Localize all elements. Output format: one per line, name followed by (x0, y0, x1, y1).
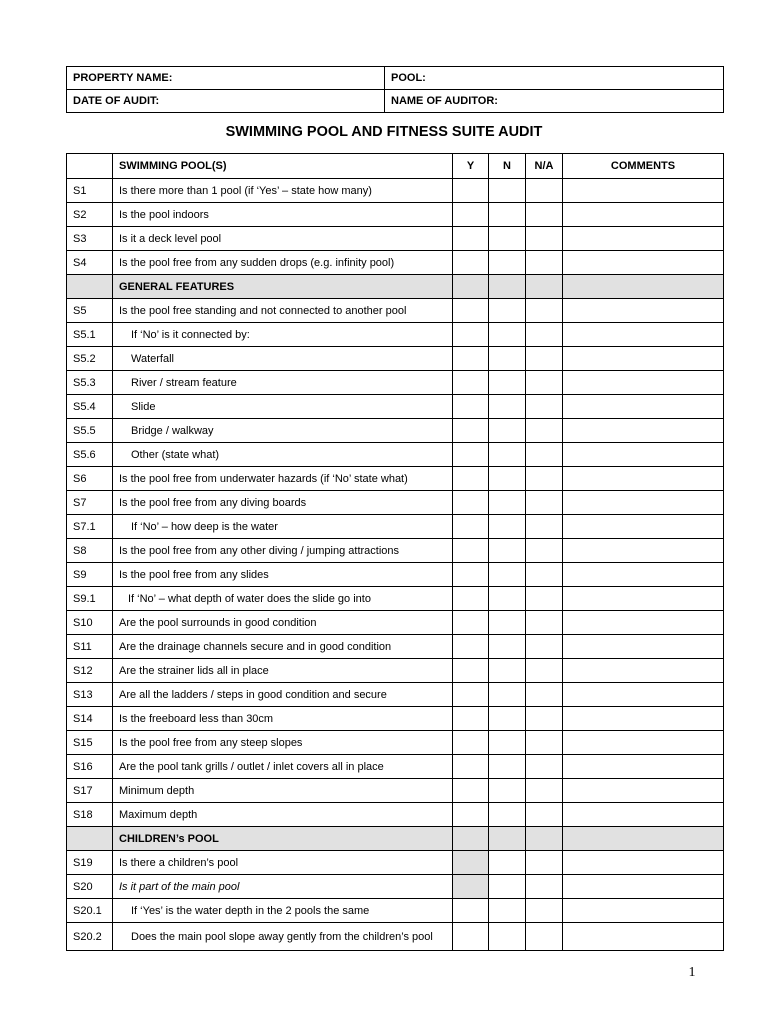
no-cell[interactable] (489, 611, 526, 635)
no-cell[interactable] (489, 323, 526, 347)
na-cell[interactable] (526, 851, 563, 875)
item-question: If ‘No’ – what depth of water does the slide go into (113, 587, 453, 611)
table-row (67, 491, 724, 515)
comments-cell[interactable] (563, 587, 724, 611)
comments-cell[interactable] (563, 227, 724, 251)
audit-checklist-table (66, 153, 724, 951)
page-title: SWIMMING POOL AND FITNESS SUITE AUDIT (225, 124, 543, 140)
item-code (67, 827, 113, 851)
table-row (67, 875, 724, 899)
item-code: S10 (67, 611, 113, 635)
no-cell (489, 275, 526, 299)
comments-cell[interactable] (563, 539, 724, 563)
item-question: Is there more than 1 pool (if ‘Yes’ – state how many) (113, 179, 453, 203)
na-cell[interactable] (526, 635, 563, 659)
comments-cell[interactable] (563, 563, 724, 587)
item-code: S6 (67, 467, 113, 491)
na-cell[interactable] (526, 875, 563, 899)
yes-cell[interactable] (453, 899, 489, 923)
item-code: S8 (67, 539, 113, 563)
item-code: S5.3 (67, 371, 113, 395)
table-row (67, 899, 724, 923)
item-code: S19 (67, 851, 113, 875)
item-question: Are the pool tank grills / outlet / inlet covers all in place (113, 755, 453, 779)
na-cell[interactable] (526, 467, 563, 491)
item-question: Are the pool surrounds in good condition (113, 611, 453, 635)
item-code: S5.1 (67, 323, 113, 347)
no-cell[interactable] (489, 899, 526, 923)
table-header-row (67, 154, 724, 179)
item-question: Is the pool free from any steep slopes (113, 731, 453, 755)
comments-cell[interactable] (563, 731, 724, 755)
na-cell[interactable] (526, 179, 563, 203)
comments-cell (563, 275, 724, 299)
comments-cell[interactable] (563, 179, 724, 203)
table-row (67, 923, 724, 951)
item-question: If ‘Yes’ is the water depth in the 2 pools the same (113, 899, 453, 923)
yes-cell[interactable] (453, 203, 489, 227)
item-question: Waterfall (113, 347, 453, 371)
comments-cell[interactable] (563, 347, 724, 371)
comments-cell[interactable] (563, 395, 724, 419)
yes-cell[interactable] (453, 875, 489, 899)
na-cell[interactable] (526, 323, 563, 347)
item-question: Is the pool free from underwater hazards (if ‘No’ state what) (113, 467, 453, 491)
comments-cell[interactable] (563, 491, 724, 515)
table-row (67, 779, 724, 803)
section-title: CHILDREN’s POOL (113, 827, 453, 851)
item-question: Are the drainage channels secure and in good condition (113, 635, 453, 659)
code-column-header (67, 154, 113, 179)
no-cell[interactable] (489, 851, 526, 875)
no-cell[interactable] (489, 659, 526, 683)
property-name-field[interactable]: PROPERTY NAME: (67, 67, 385, 90)
item-code: S16 (67, 755, 113, 779)
item-code: S14 (67, 707, 113, 731)
yes-cell[interactable] (453, 467, 489, 491)
yes-column-header: Y (453, 154, 489, 179)
table-row (67, 659, 724, 683)
na-cell[interactable] (526, 347, 563, 371)
yes-cell[interactable] (453, 659, 489, 683)
no-cell[interactable] (489, 563, 526, 587)
no-cell[interactable] (489, 203, 526, 227)
item-question: Slide (113, 395, 453, 419)
no-cell[interactable] (489, 779, 526, 803)
yes-cell[interactable] (453, 779, 489, 803)
item-question: Is it a deck level pool (113, 227, 453, 251)
item-question: Does the main pool slope away gently from the children’s pool (113, 923, 453, 951)
na-cell[interactable] (526, 371, 563, 395)
na-cell[interactable] (526, 491, 563, 515)
section-header: SWIMMING POOL(S) (113, 154, 453, 179)
item-question: Other (state what) (113, 443, 453, 467)
yes-cell[interactable] (453, 731, 489, 755)
na-cell[interactable] (526, 755, 563, 779)
table-row (67, 683, 724, 707)
na-cell[interactable] (526, 539, 563, 563)
na-cell[interactable] (526, 443, 563, 467)
comments-cell[interactable] (563, 371, 724, 395)
comments-cell[interactable] (563, 899, 724, 923)
section-header-row (67, 275, 724, 299)
yes-cell[interactable] (453, 923, 489, 951)
item-code: S20.2 (67, 923, 113, 951)
item-code: S3 (67, 227, 113, 251)
comments-cell[interactable] (563, 923, 724, 951)
comments-column-header: COMMENTS (563, 154, 724, 179)
item-question: Is the pool free standing and not connected to another pool (113, 299, 453, 323)
no-cell[interactable] (489, 923, 526, 951)
na-cell[interactable] (526, 731, 563, 755)
comments-cell[interactable] (563, 467, 724, 491)
yes-cell[interactable] (453, 371, 489, 395)
item-code: S15 (67, 731, 113, 755)
na-cell[interactable] (526, 611, 563, 635)
yes-cell[interactable] (453, 419, 489, 443)
no-cell[interactable] (489, 347, 526, 371)
na-cell[interactable] (526, 251, 563, 275)
item-question: Is the pool free from any sudden drops (e.g. infinity pool) (113, 251, 453, 275)
table-row (67, 419, 724, 443)
table-row (67, 395, 724, 419)
no-cell[interactable] (489, 491, 526, 515)
no-cell[interactable] (489, 419, 526, 443)
yes-cell (453, 827, 489, 851)
comments-cell[interactable] (563, 779, 724, 803)
comments-cell[interactable] (563, 803, 724, 827)
item-question: Is the pool free from any other diving / jumping attractions (113, 539, 453, 563)
yes-cell[interactable] (453, 587, 489, 611)
no-cell[interactable] (489, 371, 526, 395)
table-row (67, 803, 724, 827)
item-code: S4 (67, 251, 113, 275)
table-row (67, 443, 724, 467)
yes-cell[interactable] (453, 611, 489, 635)
item-code: S12 (67, 659, 113, 683)
item-code: S20 (67, 875, 113, 899)
na-cell[interactable] (526, 899, 563, 923)
yes-cell[interactable] (453, 323, 489, 347)
item-question: Is the pool free from any slides (113, 563, 453, 587)
na-cell[interactable] (526, 227, 563, 251)
item-question: Is the pool free from any diving boards (113, 491, 453, 515)
na-cell[interactable] (526, 587, 563, 611)
no-cell[interactable] (489, 587, 526, 611)
table-row (67, 251, 724, 275)
yes-cell[interactable] (453, 179, 489, 203)
no-cell[interactable] (489, 755, 526, 779)
yes-cell[interactable] (453, 227, 489, 251)
table-row (67, 179, 724, 203)
item-code (67, 275, 113, 299)
comments-cell[interactable] (563, 611, 724, 635)
na-cell[interactable] (526, 419, 563, 443)
item-code: S13 (67, 683, 113, 707)
na-cell (526, 827, 563, 851)
item-code: S7 (67, 491, 113, 515)
table-row (67, 611, 724, 635)
table-row (67, 635, 724, 659)
na-cell[interactable] (526, 683, 563, 707)
no-cell[interactable] (489, 299, 526, 323)
comments-cell[interactable] (563, 875, 724, 899)
na-cell[interactable] (526, 779, 563, 803)
no-cell[interactable] (489, 683, 526, 707)
yes-cell[interactable] (453, 683, 489, 707)
yes-cell[interactable] (453, 299, 489, 323)
item-question: Is there a children’s pool (113, 851, 453, 875)
item-code: S9.1 (67, 587, 113, 611)
comments-cell (563, 827, 724, 851)
comments-cell[interactable] (563, 251, 724, 275)
item-question: Are the strainer lids all in place (113, 659, 453, 683)
yes-cell (453, 275, 489, 299)
yes-cell[interactable] (453, 539, 489, 563)
yes-cell[interactable] (453, 347, 489, 371)
item-question: Is the pool indoors (113, 203, 453, 227)
no-cell[interactable] (489, 227, 526, 251)
table-row (67, 539, 724, 563)
yes-cell[interactable] (453, 491, 489, 515)
no-cell[interactable] (489, 515, 526, 539)
no-cell[interactable] (489, 467, 526, 491)
item-question: Bridge / walkway (113, 419, 453, 443)
table-row (67, 371, 724, 395)
comments-cell[interactable] (563, 515, 724, 539)
item-code: S20.1 (67, 899, 113, 923)
comments-cell[interactable] (563, 443, 724, 467)
item-code: S5.5 (67, 419, 113, 443)
item-code: S11 (67, 635, 113, 659)
comments-cell[interactable] (563, 707, 724, 731)
na-cell[interactable] (526, 515, 563, 539)
item-question: River / stream feature (113, 371, 453, 395)
comments-cell[interactable] (563, 659, 724, 683)
pool-field[interactable]: POOL: (385, 67, 724, 90)
item-question: Minimum depth (113, 779, 453, 803)
table-row (67, 851, 724, 875)
item-question: If ‘No’ – how deep is the water (113, 515, 453, 539)
no-cell[interactable] (489, 731, 526, 755)
na-column-header: N/A (526, 154, 563, 179)
na-cell[interactable] (526, 299, 563, 323)
section-title: GENERAL FEATURES (113, 275, 453, 299)
no-cell[interactable] (489, 251, 526, 275)
item-question: If ‘No’ is it connected by: (113, 323, 453, 347)
table-row (67, 299, 724, 323)
comments-cell[interactable] (563, 683, 724, 707)
table-row (67, 515, 724, 539)
item-code: S9 (67, 563, 113, 587)
date-of-audit-field[interactable]: DATE OF AUDIT: (67, 90, 385, 113)
na-cell[interactable] (526, 923, 563, 951)
item-code: S5.2 (67, 347, 113, 371)
page-number: 1 (688, 965, 696, 980)
yes-cell[interactable] (453, 563, 489, 587)
item-code: S5 (67, 299, 113, 323)
yes-cell[interactable] (453, 851, 489, 875)
yes-cell[interactable] (453, 251, 489, 275)
comments-cell[interactable] (563, 323, 724, 347)
na-cell[interactable] (526, 803, 563, 827)
table-row (67, 755, 724, 779)
no-cell[interactable] (489, 635, 526, 659)
yes-cell[interactable] (453, 755, 489, 779)
table-row (67, 731, 724, 755)
yes-cell[interactable] (453, 443, 489, 467)
comments-cell[interactable] (563, 635, 724, 659)
table-row (67, 707, 724, 731)
section-header-row (67, 827, 724, 851)
table-row (67, 587, 724, 611)
table-row (67, 227, 724, 251)
no-cell[interactable] (489, 707, 526, 731)
no-cell[interactable] (489, 443, 526, 467)
item-question: Is the freeboard less than 30cm (113, 707, 453, 731)
item-question: Maximum depth (113, 803, 453, 827)
item-code: S1 (67, 179, 113, 203)
no-cell[interactable] (489, 803, 526, 827)
item-code: S7.1 (67, 515, 113, 539)
na-cell[interactable] (526, 707, 563, 731)
table-row (67, 347, 724, 371)
table-row (67, 323, 724, 347)
na-cell[interactable] (526, 203, 563, 227)
item-code: S17 (67, 779, 113, 803)
table-row (67, 203, 724, 227)
no-cell[interactable] (489, 395, 526, 419)
item-question: Is it part of the main pool (113, 875, 453, 899)
na-cell[interactable] (526, 395, 563, 419)
item-code: S18 (67, 803, 113, 827)
no-column-header: N (489, 154, 526, 179)
no-cell[interactable] (489, 179, 526, 203)
item-code: S5.4 (67, 395, 113, 419)
na-cell (526, 275, 563, 299)
yes-cell[interactable] (453, 707, 489, 731)
item-code: S5.6 (67, 443, 113, 467)
name-of-auditor-field[interactable]: NAME OF AUDITOR: (385, 90, 724, 113)
item-code: S2 (67, 203, 113, 227)
comments-cell[interactable] (563, 755, 724, 779)
no-cell[interactable] (489, 875, 526, 899)
comments-cell[interactable] (563, 299, 724, 323)
comments-cell[interactable] (563, 203, 724, 227)
comments-cell[interactable] (563, 419, 724, 443)
yes-cell[interactable] (453, 635, 489, 659)
table-row (67, 467, 724, 491)
no-cell[interactable] (489, 539, 526, 563)
no-cell (489, 827, 526, 851)
audit-header-table (66, 66, 724, 113)
item-question: Are all the ladders / steps in good condition and secure (113, 683, 453, 707)
na-cell[interactable] (526, 659, 563, 683)
yes-cell[interactable] (453, 395, 489, 419)
checklist-rows (67, 179, 724, 951)
table-row (67, 563, 724, 587)
yes-cell[interactable] (453, 803, 489, 827)
yes-cell[interactable] (453, 515, 489, 539)
na-cell[interactable] (526, 563, 563, 587)
comments-cell[interactable] (563, 851, 724, 875)
